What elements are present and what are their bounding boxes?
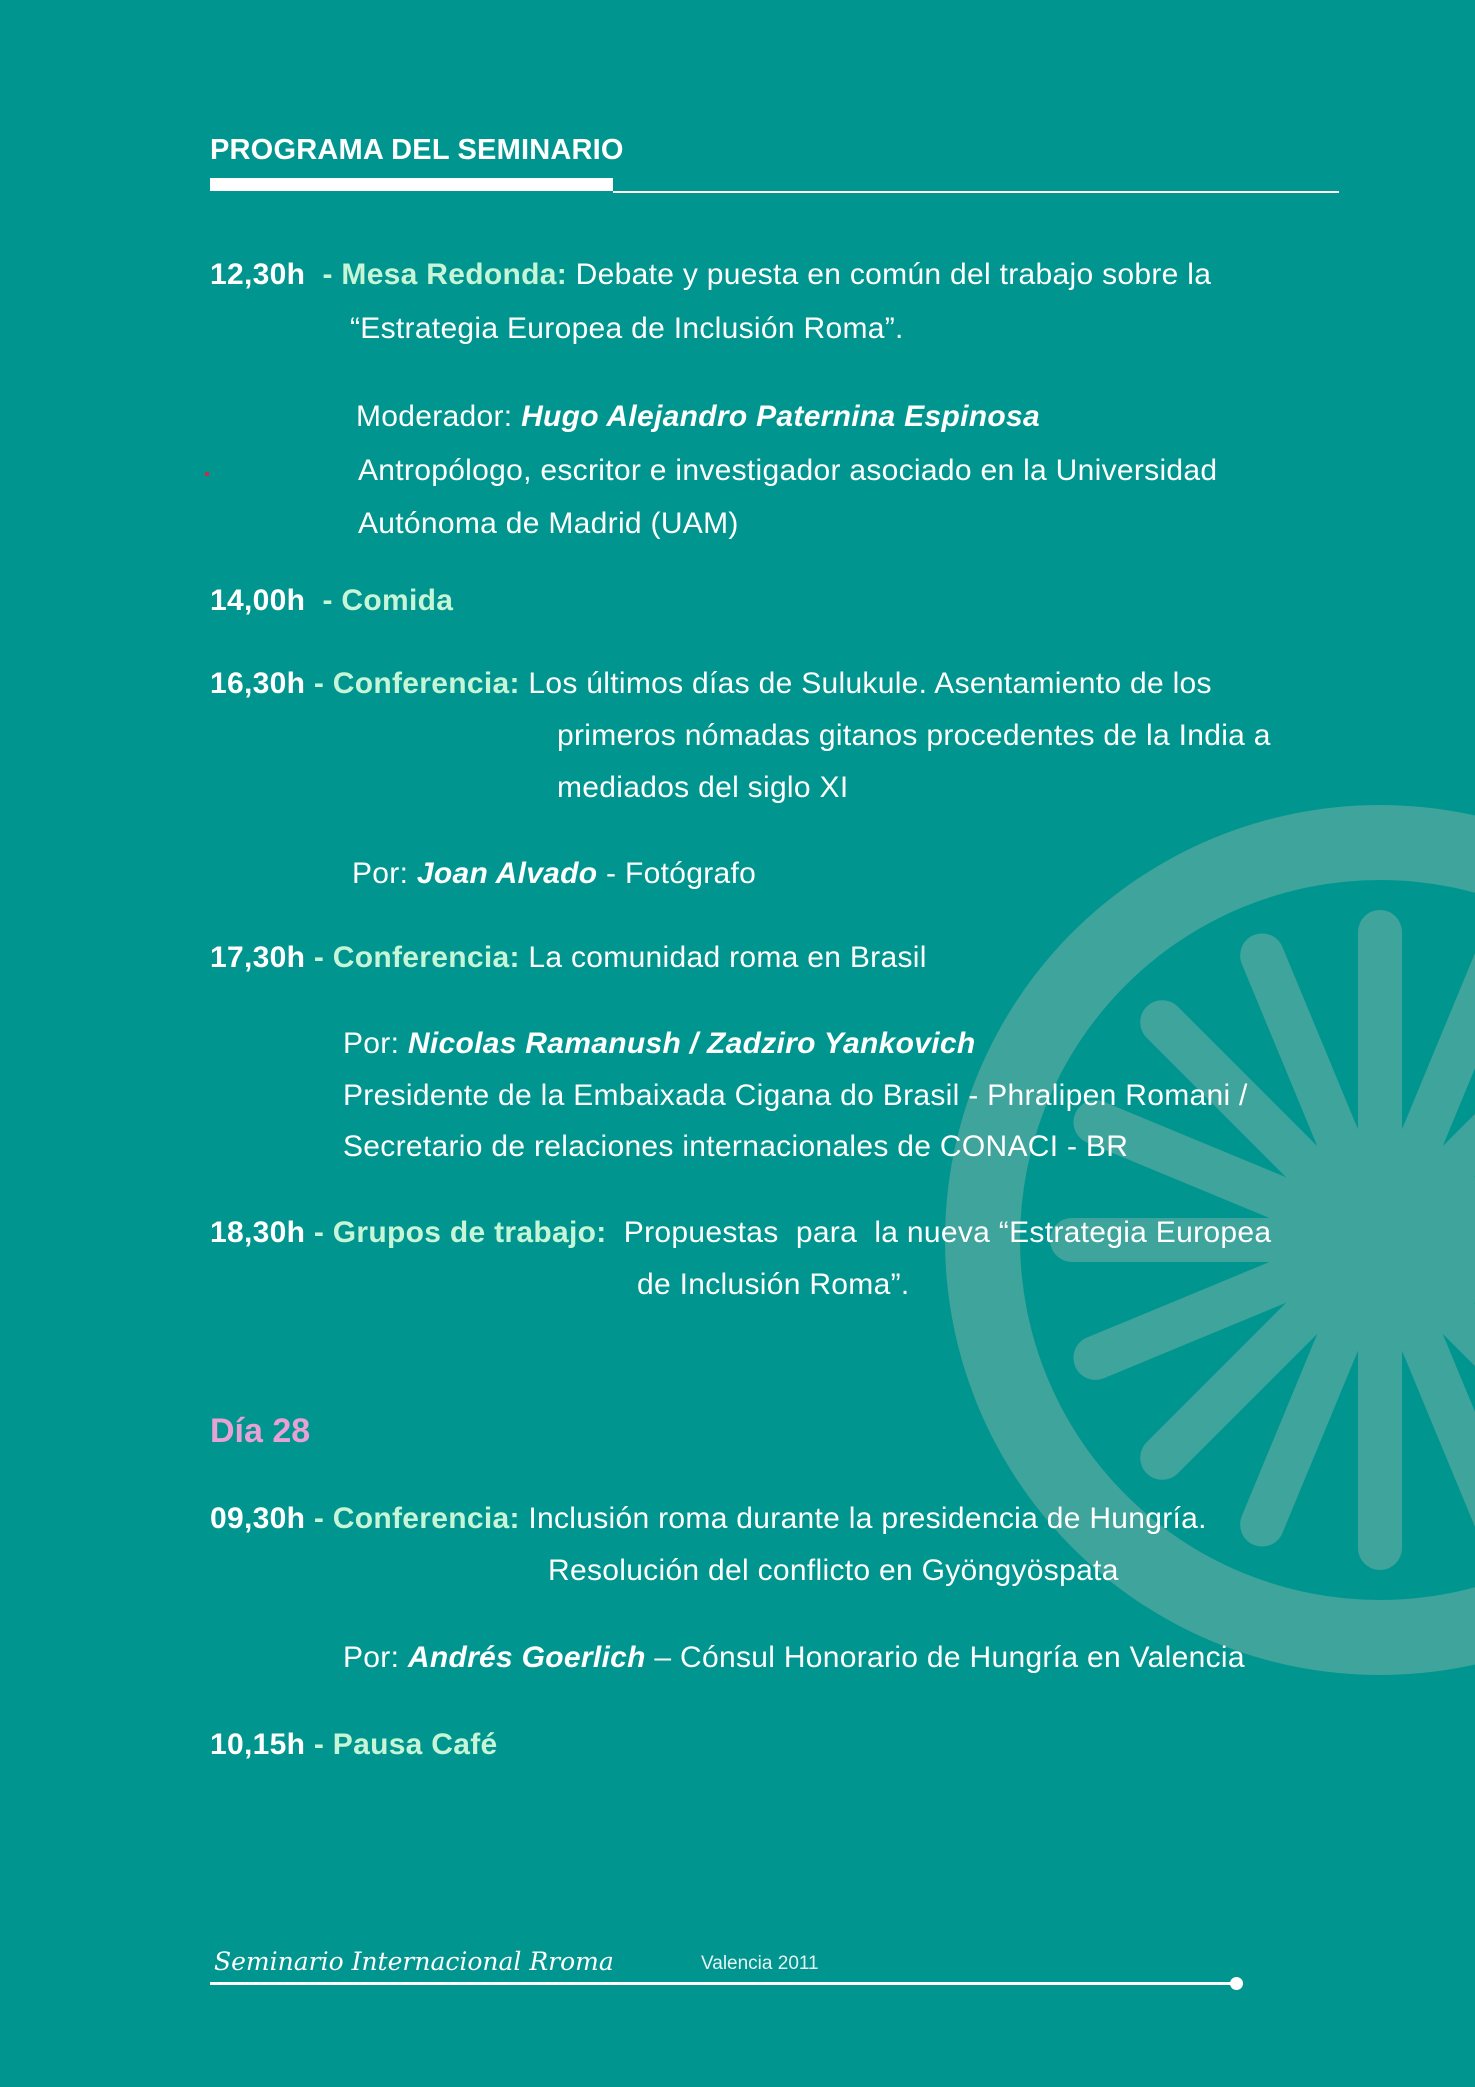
session-time: 18,30h (210, 1216, 306, 1249)
session-type: - Conferencia: (313, 667, 520, 700)
session-line (210, 1215, 1271, 1251)
session-type: - Pausa Café (313, 1728, 498, 1761)
session-type: - Grupos de trabajo: (313, 1216, 607, 1249)
session-line (210, 940, 927, 976)
role-label: Por: (343, 1027, 408, 1060)
title-underline-bar (210, 178, 613, 191)
session-type: - Conferencia: (313, 1502, 520, 1535)
session-description-cont: primeros nómadas gitanos procedentes de la India a (557, 719, 1271, 752)
session-time: 14,00h (210, 584, 306, 617)
session-line (210, 1501, 1207, 1537)
session-time: 09,30h (210, 1502, 306, 1535)
footer-signature: Seminario Internacional Rroma (214, 1947, 614, 1976)
speaker-line (343, 1640, 1245, 1676)
speaker-line (343, 1026, 976, 1062)
session-time: 12,30h (210, 258, 306, 291)
day-heading: Día 28 (210, 1412, 311, 1450)
person-role: – Cónsul Honorario de Hungría en Valencia (645, 1641, 1245, 1674)
session-type: - Comida (322, 584, 454, 617)
session-line (210, 257, 1211, 293)
title-rule (613, 191, 1339, 193)
role-label: Por: (352, 857, 417, 890)
session-time: 10,15h (210, 1728, 306, 1761)
session-description: Inclusión roma durante la presidencia de Hungría. (519, 1502, 1207, 1535)
person-bio: Antropólogo, escritor e investigador asociado en la Universidad (358, 454, 1218, 487)
person-name: Nicolas Ramanush / Zadziro Yankovich (407, 1027, 976, 1060)
person-name: Hugo Alejandro Paternina Espinosa (521, 400, 1040, 433)
footer-rule-dot (1230, 1977, 1243, 1990)
session-description: Debate y puesta en común del trabajo sobre la (567, 258, 1212, 291)
page-title: PROGRAMA DEL SEMINARIO (210, 134, 624, 166)
moderator-line (356, 399, 1040, 435)
person-name: Andrés Goerlich (407, 1641, 646, 1674)
session-description: Los últimos días de Sulukule. Asentamiento de los (519, 667, 1212, 700)
session-time: 16,30h (210, 667, 306, 700)
session-description-cont: Resolución del conflicto en Gyöngyöspata (548, 1554, 1119, 1587)
session-description: Propuestas para la nueva “Estrategia Europea (606, 1216, 1272, 1249)
footer-rule (210, 1982, 1234, 1985)
session-description-cont: “Estrategia Europea de Inclusión Roma”. (350, 312, 904, 345)
session-line (210, 666, 1212, 702)
person-bio-cont: Autónoma de Madrid (UAM) (358, 507, 739, 540)
footer-city-year: Valencia 2011 (701, 1953, 819, 1974)
speaker-line (352, 856, 756, 892)
session-time: 17,30h (210, 941, 306, 974)
session-description-cont: mediados del siglo XI (557, 771, 849, 804)
session-description: La comunidad roma en Brasil (519, 941, 927, 974)
session-line (210, 583, 453, 619)
role-label: Moderador: (356, 400, 522, 433)
person-name: Joan Alvado (416, 857, 598, 890)
stray-mark (205, 472, 209, 476)
session-type: - Mesa Redonda: (322, 258, 568, 291)
person-bio: Presidente de la Embaixada Cigana do Brasil - Phralipen Romani / (343, 1079, 1248, 1112)
role-label: Por: (343, 1641, 408, 1674)
session-line (210, 1727, 498, 1763)
person-bio-cont: Secretario de relaciones internacionales de CONACI - BR (343, 1130, 1129, 1163)
session-type: - Conferencia: (313, 941, 520, 974)
session-description-cont: de Inclusión Roma”. (637, 1268, 910, 1301)
person-role: - Fotógrafo (597, 857, 757, 890)
